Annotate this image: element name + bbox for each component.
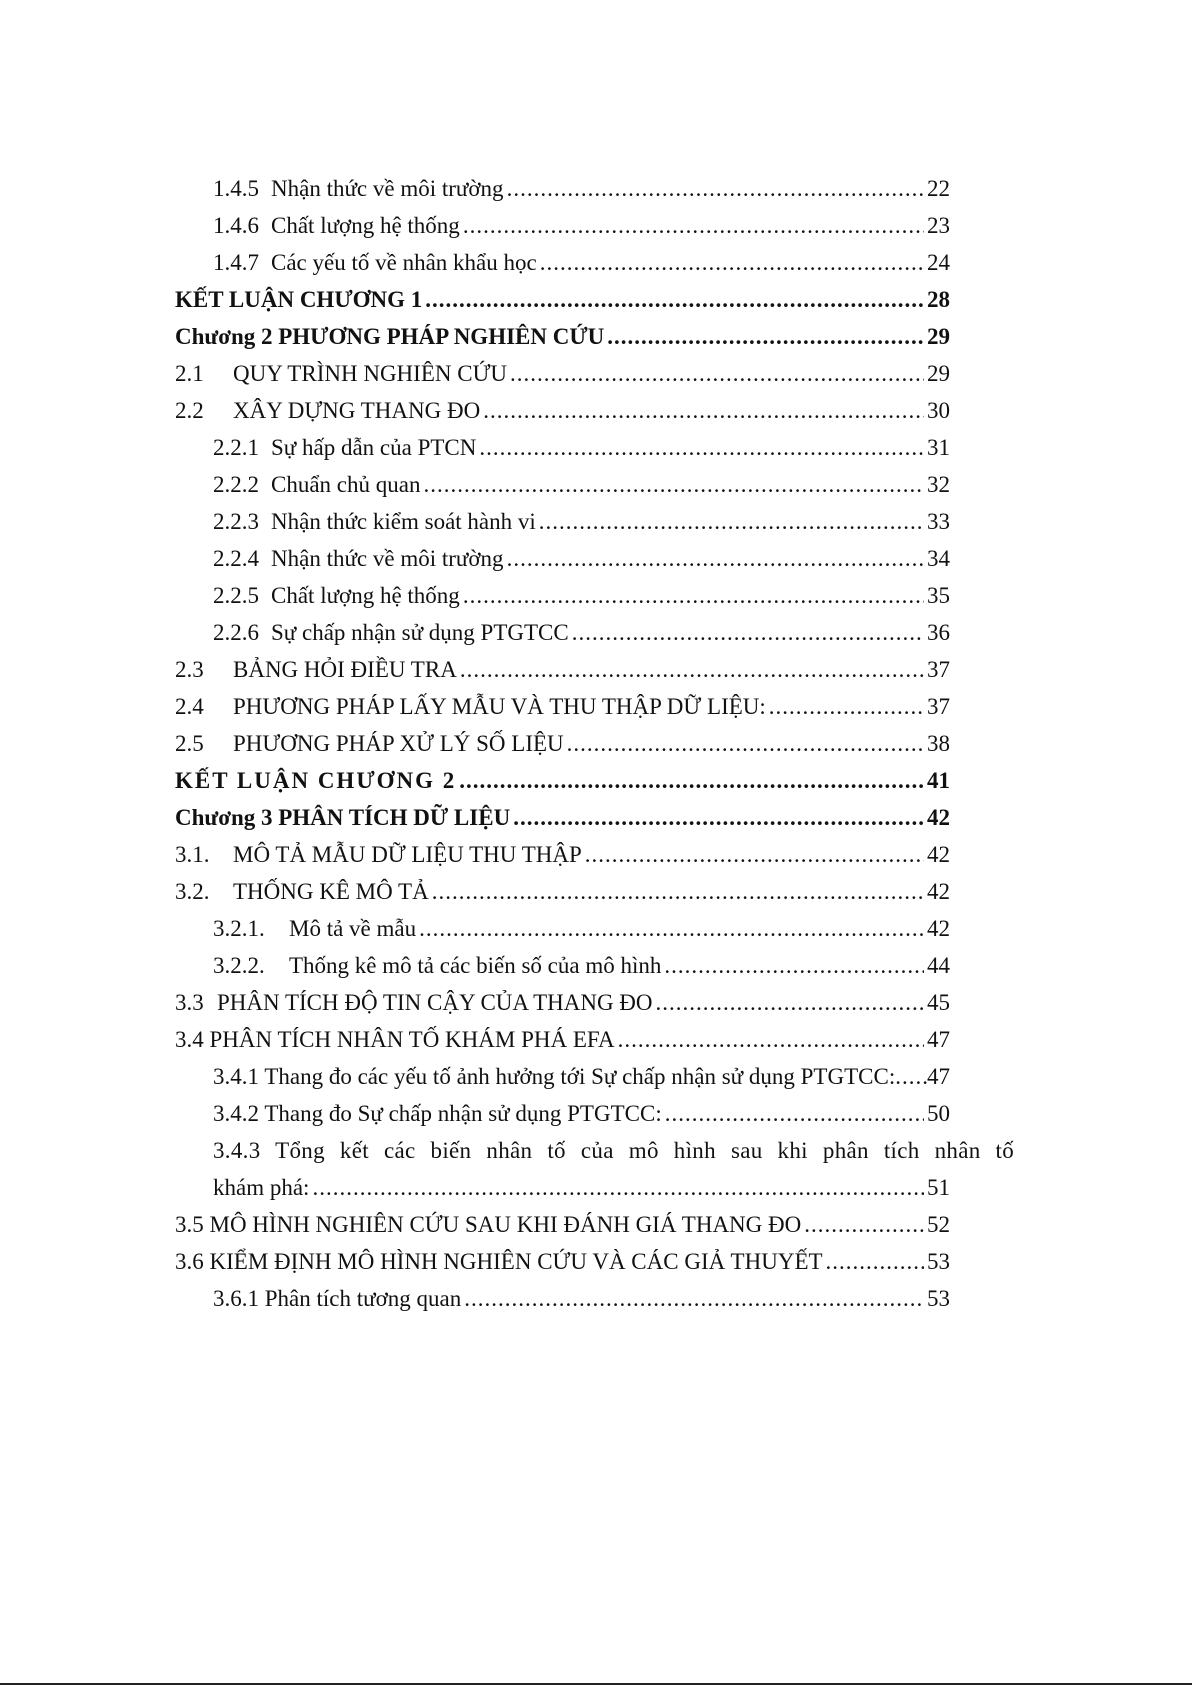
toc-entry-title: Sự hấp dẫn của PTCN [271, 435, 477, 460]
toc-entry[interactable] [175, 1058, 950, 1095]
toc-entry-page: 50 [927, 1101, 950, 1126]
toc-entry-number: 2.5 [175, 731, 204, 756]
toc-entry-number: 3.2.2. [213, 953, 265, 978]
dot-leader [312, 1169, 924, 1206]
dot-leader [479, 429, 924, 466]
toc-entry-label [213, 614, 569, 651]
toc-entry-number: 2.4 [175, 694, 204, 719]
toc-entry-number: 2.2.6 [213, 620, 259, 645]
toc-entry-label [213, 947, 661, 984]
toc-entry[interactable] [175, 725, 950, 762]
dot-leader [540, 244, 924, 281]
toc-entry-number: 3.1. [175, 842, 210, 867]
toc-entry-label [175, 281, 422, 318]
dot-leader [463, 207, 924, 244]
toc-entry-title: Sự chấp nhận sử dụng PTGTCC [271, 620, 569, 645]
toc-entry-page: 37 [927, 657, 950, 682]
toc-entry[interactable] [175, 1169, 950, 1206]
toc-entry-page: 41 [927, 768, 950, 793]
toc-entry[interactable] [175, 429, 950, 466]
toc-entry-label [175, 392, 480, 429]
toc-entry-page: 44 [927, 953, 950, 978]
toc-entry-label [213, 1132, 1015, 1169]
dot-leader [804, 1206, 924, 1243]
toc-entry-page: 24 [927, 250, 950, 275]
toc-entry[interactable] [175, 244, 950, 281]
toc-entry-label [175, 873, 429, 910]
dot-leader [459, 762, 924, 799]
toc-entry-page: 32 [927, 472, 950, 497]
toc-entry-page: 42 [927, 805, 950, 830]
dot-leader [464, 1280, 924, 1317]
toc-entry-label [213, 244, 537, 281]
toc-entry-label [213, 170, 504, 207]
toc-entry-page: 51 [927, 1175, 950, 1200]
toc-entry-label [175, 355, 507, 392]
dot-leader [539, 503, 924, 540]
dot-leader [507, 540, 924, 577]
toc-entry-label [213, 429, 476, 466]
toc-entry-label [213, 1095, 662, 1132]
toc-entry-title: Chương 3 PHÂN TÍCH DỮ LIỆU [175, 805, 511, 830]
toc-entry-number: 2.2.5 [213, 583, 259, 608]
dot-leader [769, 688, 924, 725]
toc-entry-label [175, 725, 564, 762]
toc-entry-number: 2.2.3 [213, 509, 259, 534]
toc-entry-title: Chuẩn chủ quan [271, 472, 421, 497]
dot-leader [513, 799, 924, 836]
toc-entry-page: 29 [927, 324, 950, 349]
toc-entry-label [213, 466, 420, 503]
toc-entry-page: 53 [927, 1249, 950, 1274]
toc-entry-title: 3.4 PHÂN TÍCH NHÂN TỐ KHÁM PHÁ EFA [175, 1027, 615, 1052]
toc-entry-label [175, 984, 653, 1021]
toc-entry-title: Nhận thức kiểm soát hành vi [271, 509, 536, 534]
toc-entry[interactable] [175, 466, 950, 503]
dot-leader [607, 318, 924, 355]
toc-entry-number: 2.3 [175, 657, 204, 682]
toc-entry-label [175, 836, 582, 873]
toc-entry-page: 31 [927, 435, 950, 460]
toc-entry-title: 3.6 KIỂM ĐỊNH MÔ HÌNH NGHIÊN CỨU VÀ CÁC GIẢ THUYẾT [175, 1249, 823, 1274]
toc-entry-title: Chương 2 PHƯƠNG PHÁP NGHIÊN CỨU [175, 324, 605, 349]
toc-entry[interactable] [175, 392, 950, 429]
toc-entry[interactable] [175, 1132, 1015, 1169]
dot-leader [895, 1058, 927, 1095]
toc-entry-number: 2.1 [175, 361, 204, 386]
toc-entry[interactable] [175, 1021, 950, 1058]
toc-entry-title: Nhận thức về môi trường [271, 176, 504, 201]
toc-entry[interactable] [175, 614, 950, 651]
toc-entry-title: 3.6.1 Phân tích tương quan [213, 1286, 462, 1311]
table-of-contents [175, 170, 1015, 1317]
toc-entry-page: 23 [927, 213, 950, 238]
toc-entry[interactable] [175, 688, 950, 725]
toc-entry-page: 42 [927, 916, 950, 941]
dot-leader [572, 614, 924, 651]
toc-entry-label [175, 1243, 823, 1280]
toc-entry-title: Chất lượng hệ thống [271, 213, 460, 238]
dot-leader [419, 910, 924, 947]
toc-entry-number: 2.2.1 [213, 435, 259, 460]
dot-leader [567, 725, 924, 762]
toc-entry-page: 52 [927, 1212, 950, 1237]
toc-entry[interactable] [175, 1206, 950, 1243]
toc-entry-title: QUY TRÌNH NGHIÊN CỨU [233, 361, 508, 386]
toc-entry[interactable] [175, 762, 950, 799]
dot-leader [585, 836, 924, 873]
toc-entry-page: 42 [927, 879, 950, 904]
toc-entry-label [213, 910, 416, 947]
toc-entry-label [175, 318, 604, 355]
toc-entry-page: 47 [927, 1027, 950, 1052]
toc-entry[interactable] [175, 577, 950, 614]
toc-entry-label [175, 799, 510, 836]
toc-entry[interactable] [175, 947, 950, 984]
toc-entry-title: THỐNG KÊ MÔ TẢ [233, 879, 429, 904]
toc-entry-number: 3.3 [175, 990, 204, 1015]
toc-entry-page: 53 [927, 1286, 950, 1311]
toc-entry-number: 2.2.2 [213, 472, 259, 497]
toc-entry-page: 36 [927, 620, 950, 645]
toc-entry-number: 3.2.1. [213, 916, 265, 941]
toc-entry[interactable] [175, 170, 950, 207]
dot-leader [826, 1243, 924, 1280]
toc-entry-number: 3.2. [175, 879, 210, 904]
toc-entry-label [213, 1280, 461, 1317]
toc-entry-title: XÂY DỰNG THANG ĐO [233, 398, 481, 423]
toc-entry-title: BẢNG HỎI ĐIỀU TRA [233, 657, 457, 682]
toc-entry-label [213, 207, 460, 244]
toc-entry-title: MÔ TẢ MẪU DỮ LIỆU THU THẬP [233, 842, 582, 867]
toc-entry[interactable] [175, 1280, 950, 1317]
toc-entry-title: Các yếu tố về nhân khẩu học [271, 250, 537, 275]
toc-entry-label [175, 651, 457, 688]
dot-leader [618, 1021, 924, 1058]
dot-leader [425, 281, 924, 318]
toc-entry-title: KẾT LUẬN CHƯƠNG 2 [175, 768, 457, 793]
toc-entry[interactable] [175, 910, 950, 947]
dot-leader [665, 1095, 924, 1132]
toc-entry-number: 2.2.4 [213, 546, 259, 571]
toc-entry-label [213, 577, 460, 614]
toc-entry-page: 35 [927, 583, 950, 608]
toc-entry[interactable] [175, 873, 950, 910]
toc-entry-page: 22 [927, 176, 950, 201]
dot-leader [463, 577, 924, 614]
toc-entry-title: PHƯƠNG PHÁP LẤY MẪU VÀ THU THẬP DỮ LIỆU: [233, 694, 766, 719]
toc-entry-title: Nhận thức về môi trường [271, 546, 504, 571]
toc-entry-label [175, 762, 456, 799]
toc-entry-page: 38 [927, 731, 950, 756]
toc-entry-title: khám phá: [213, 1175, 310, 1200]
toc-entry-label [175, 1206, 801, 1243]
dot-leader [507, 170, 924, 207]
dot-leader [483, 392, 924, 429]
toc-entry-label [213, 1058, 895, 1095]
toc-entry-page: 45 [927, 990, 950, 1015]
toc-entry-page: 42 [927, 842, 950, 867]
toc-entry-page: 28 [927, 287, 950, 312]
toc-entry-page: 37 [927, 694, 950, 719]
toc-entry-title: PHƯƠNG PHÁP XỬ LÝ SỐ LIỆU [233, 731, 564, 756]
toc-entry-title: 3.4.1 Thang đo các yếu tố ảnh hưởng tới Sự chấp nhận sử dụng PTGTCC: [213, 1064, 896, 1089]
toc-entry-title: PHÂN TÍCH ĐỘ TIN CẬY CỦA THANG ĐO [217, 990, 653, 1015]
toc-entry[interactable] [175, 651, 950, 688]
toc-entry-page: 30 [927, 398, 950, 423]
dot-leader [432, 873, 924, 910]
toc-entry[interactable] [175, 318, 950, 355]
toc-entry-title: 3.4.3 Tổng kết các biến nhân tố của mô hình sau khi phân tích nhân tố [213, 1138, 1015, 1163]
toc-entry-title: Mô tả về mẫu [289, 916, 417, 941]
toc-entry[interactable] [175, 540, 950, 577]
toc-entry[interactable] [175, 281, 950, 318]
toc-entry-title: KẾT LUẬN CHƯƠNG 1 [175, 287, 423, 312]
toc-entry[interactable] [175, 984, 950, 1021]
toc-entry-page: 47 [927, 1064, 950, 1089]
toc-entry-number: 1.4.7 [213, 250, 259, 275]
dot-leader [510, 355, 924, 392]
toc-entry[interactable] [175, 799, 950, 836]
toc-entry-label [175, 1021, 615, 1058]
toc-entry[interactable] [175, 355, 950, 392]
toc-entry-title: Thống kê mô tả các biến số của mô hình [289, 953, 662, 978]
toc-entry-title: 3.5 MÔ HÌNH NGHIÊN CỨU SAU KHI ĐÁNH GIÁ THANG ĐO [175, 1212, 802, 1237]
dot-leader [460, 651, 924, 688]
toc-entry-label [213, 1169, 309, 1206]
dot-leader [664, 947, 924, 984]
toc-entry-page: 34 [927, 546, 950, 571]
dot-leader [423, 466, 924, 503]
toc-entry-page: 29 [927, 361, 950, 386]
toc-entry-number: 1.4.5 [213, 176, 259, 201]
toc-entry-number: 1.4.6 [213, 213, 259, 238]
toc-entry-number: 2.2 [175, 398, 204, 423]
toc-entry[interactable] [175, 1095, 950, 1132]
toc-entry-label [175, 688, 766, 725]
toc-entry-label [213, 540, 504, 577]
toc-entry-page: 33 [927, 509, 950, 534]
toc-entry[interactable] [175, 503, 950, 540]
toc-entry[interactable] [175, 207, 950, 244]
dot-leader [656, 984, 924, 1021]
toc-entry[interactable] [175, 836, 950, 873]
toc-entry-title: 3.4.2 Thang đo Sự chấp nhận sử dụng PTGTCC: [213, 1101, 662, 1126]
toc-entry-label [213, 503, 536, 540]
toc-entry[interactable] [175, 1243, 950, 1280]
toc-entry-title: Chất lượng hệ thống [271, 583, 460, 608]
